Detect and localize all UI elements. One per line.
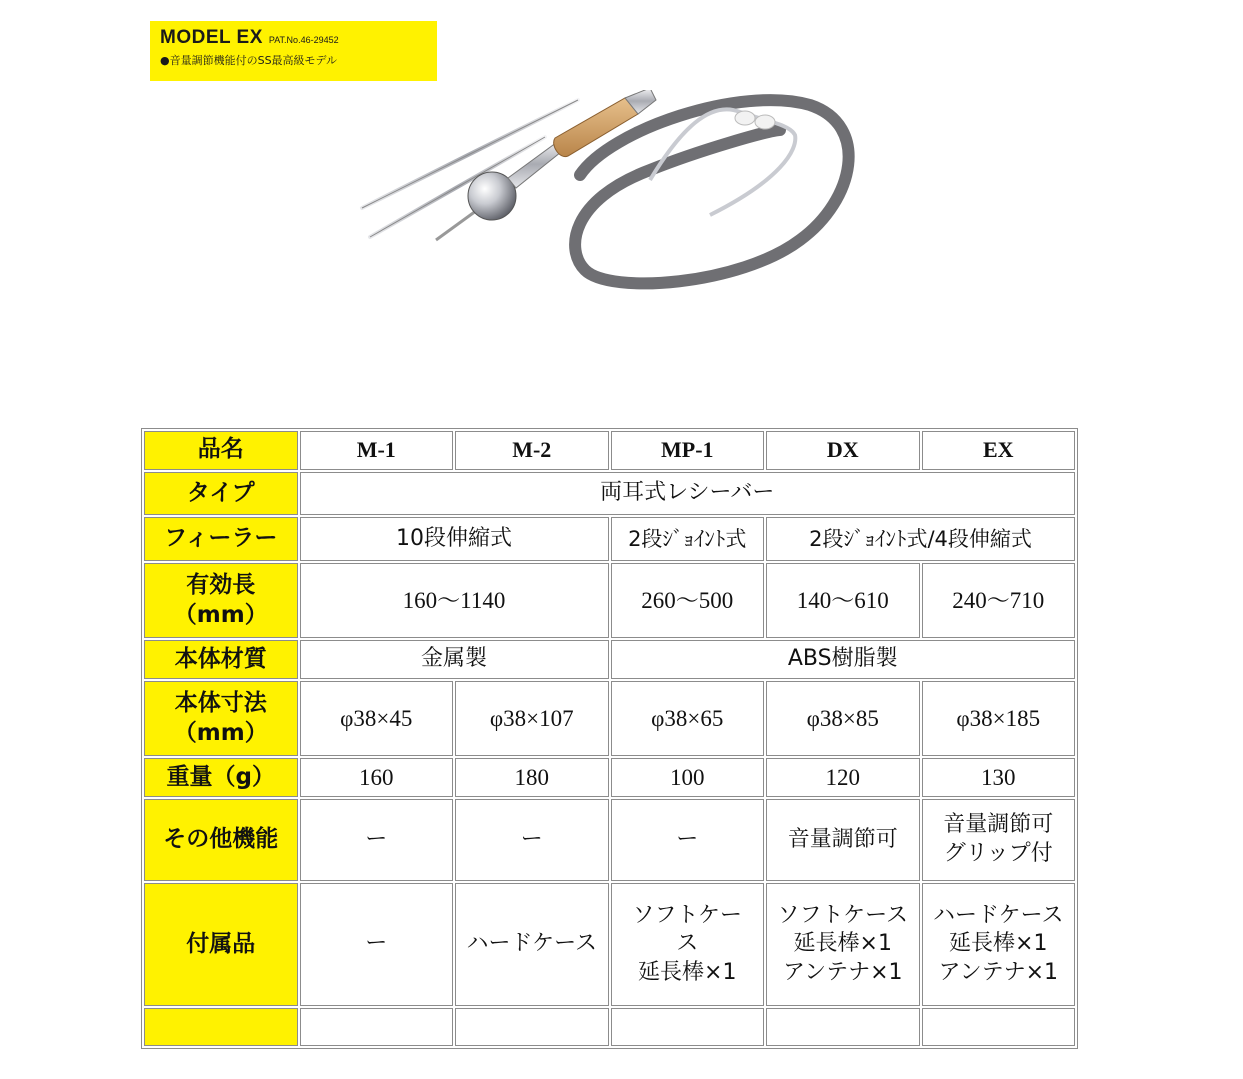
- material-abs: ABS樹脂製: [611, 640, 1076, 679]
- empty-cell: [766, 1008, 920, 1046]
- accessories-dx: ソフトケース 延長棒×1 アンテナ×1: [766, 883, 920, 1006]
- length-ex: 240〜710: [922, 563, 1076, 638]
- weight-ex: 130: [922, 758, 1076, 797]
- row-weight: [144, 758, 1075, 797]
- label-material: 本体材質: [144, 640, 298, 679]
- label-other-features: その他機能: [144, 799, 298, 881]
- empty-cell: [300, 1008, 454, 1046]
- row-empty: [144, 1008, 1075, 1046]
- other-dx: 音量調節可: [766, 799, 920, 881]
- material-metal: 金属製: [300, 640, 609, 679]
- size-mp1: φ38×65: [611, 681, 765, 756]
- length-mp1: 260〜500: [611, 563, 765, 638]
- type-value: 両耳式レシーバー: [300, 472, 1076, 516]
- size-m2: φ38×107: [455, 681, 609, 756]
- row-other-features: [144, 799, 1075, 881]
- other-m1: ー: [300, 799, 454, 881]
- label-body-size: 本体寸法 （mm）: [144, 681, 298, 756]
- model-m1: M-1: [300, 431, 454, 470]
- other-mp1: ー: [611, 799, 765, 881]
- model-m2: M-2: [455, 431, 609, 470]
- row-material: [144, 640, 1075, 679]
- empty-label-cell: [144, 1008, 298, 1046]
- length-m-series: 160〜1140: [300, 563, 609, 638]
- accessories-m2: ハードケース: [455, 883, 609, 1006]
- banner-title: MODEL EX: [160, 27, 263, 48]
- row-accessories: [144, 883, 1075, 1006]
- empty-cell: [922, 1008, 1076, 1046]
- label-weight: 重量（g）: [144, 758, 298, 797]
- accessories-m1: ー: [300, 883, 454, 1006]
- length-dx: 140〜610: [766, 563, 920, 638]
- row-type: [144, 472, 1075, 516]
- other-m2: ー: [455, 799, 609, 881]
- model-dx: DX: [766, 431, 920, 470]
- label-feeler: フィーラー: [144, 517, 298, 561]
- empty-cell: [455, 1008, 609, 1046]
- label-accessories: 付属品: [144, 883, 298, 1006]
- weight-dx: 120: [766, 758, 920, 797]
- row-model-name: [144, 431, 1075, 470]
- other-ex: 音量調節可 グリップ付: [922, 799, 1076, 881]
- row-feeler: [144, 517, 1075, 561]
- row-body-size: [144, 681, 1075, 756]
- model-ex: EX: [922, 431, 1076, 470]
- label-product-name: 品名: [144, 431, 298, 470]
- label-type: タイプ: [144, 472, 298, 516]
- feeler-mp1: 2段ｼﾞｮｲﾝﾄ式: [611, 517, 765, 561]
- label-effective-length: 有効長 （mm）: [144, 563, 298, 638]
- product-image: [350, 90, 870, 300]
- size-m1: φ38×45: [300, 681, 454, 756]
- size-ex: φ38×185: [922, 681, 1076, 756]
- feeler-m-series: 10段伸縮式: [300, 517, 609, 561]
- row-effective-length: [144, 563, 1075, 638]
- banner-patent: PAT.No.46-29452: [268, 35, 339, 45]
- accessories-ex: ハードケース 延長棒×1 アンテナ×1: [922, 883, 1076, 1006]
- feeler-dx-ex: 2段ｼﾞｮｲﾝﾄ式/4段伸縮式: [766, 517, 1075, 561]
- banner-subtitle: ●音量調節機能付のSS最高級モデル: [160, 54, 338, 67]
- weight-mp1: 100: [611, 758, 765, 797]
- size-dx: φ38×85: [766, 681, 920, 756]
- weight-m1: 160: [300, 758, 454, 797]
- weight-m2: 180: [455, 758, 609, 797]
- model-mp1: MP-1: [611, 431, 765, 470]
- spec-table: [141, 428, 1078, 1049]
- model-banner: [150, 21, 437, 81]
- accessories-mp1: ソフトケー ス 延長棒×1: [611, 883, 765, 1006]
- empty-cell: [611, 1008, 765, 1046]
